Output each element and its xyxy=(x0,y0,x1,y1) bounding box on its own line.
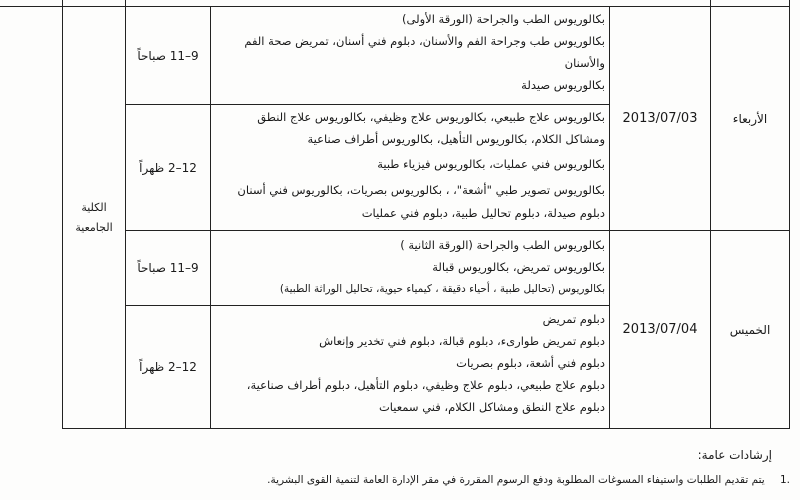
subject-line: دبلوم تمريض xyxy=(542,312,605,326)
subject-line: دبلوم تمريض طوارىء، دبلوم قبالة، دبلوم فني تخدير وإنعاش xyxy=(319,334,605,348)
subject-line: دبلوم علاج طبيعي، دبلوم علاج وظيفي، دبلوم التأهيل، دبلوم أطراف صناعية، xyxy=(246,378,605,392)
subject-line: بكالوريوس تمريض، بكالوريوس قبالة xyxy=(432,260,605,274)
subject-line: بكالوريوس فني عمليات، بكالوريوس فيزياء طبية xyxy=(377,157,605,171)
stub-line-2 xyxy=(789,0,790,6)
day-cell-wednesday xyxy=(711,7,789,230)
subjects-cell-wed-noon xyxy=(211,106,608,230)
subjects-cell-thu-morning xyxy=(211,234,608,305)
subject-line: دبلوم صيدلة، دبلوم تحاليل طبية، دبلوم فني عمليات xyxy=(361,206,605,220)
instruction-text: يتم تقديم الطلبات واستيفاء المسوغات المطلوبة ودفع الرسوم المقررة في مقر الإدارة العامة لتنمية القوى البشرية. xyxy=(267,474,765,486)
time-label: 12–2 ظهراً xyxy=(139,160,197,175)
subject-line: بكالوريوس الطب والجراحة (الورقة الثانية ) xyxy=(400,238,605,252)
instructions-heading: إرشادات عامة: xyxy=(697,448,772,462)
subject-line: بكالوريوس طب وجراحة الفم والأسنان، دبلوم فني أسنان، تمريض صحة الفم xyxy=(244,34,605,48)
col-border-right xyxy=(789,6,790,429)
subject-line: دبلوم فني أشعة، دبلوم بصريات xyxy=(456,356,605,370)
subject-line: بكالوريوس (تحاليل طبية ، أحياء دقيقة ، كيمياء حيوية، تحاليل الوراثة الطبية) xyxy=(279,283,605,295)
college-line1: الكلية xyxy=(81,200,107,214)
table-bottom-border xyxy=(62,428,790,429)
subject-line: بكالوريوس الطب والجراحة (الورقة الأولى) xyxy=(402,12,605,26)
date-cell-thursday xyxy=(610,231,710,428)
stub-line-4 xyxy=(125,0,126,6)
time-label: 9–11 صباحاً xyxy=(137,261,199,275)
stub-line-1 xyxy=(710,0,711,6)
day-cell-thursday xyxy=(711,231,789,428)
date-label: 2013/07/03 xyxy=(622,111,698,126)
time-cell-wed-noon xyxy=(126,105,210,230)
day-label: الأربعاء xyxy=(732,111,768,126)
subjects-cell-wed-morning xyxy=(211,8,608,104)
instruction-number: .1 xyxy=(779,474,790,486)
subjects-cell-thu-noon xyxy=(211,308,608,428)
subject-line: بكالوريوس تصوير طبي "أشعة"، ، بكالوريوس بصريات، بكالوريوس فني أسنان xyxy=(237,183,605,197)
time-cell-thu-noon xyxy=(126,306,210,428)
subject-line: دبلوم علاج النطق ومشاكل الكلام، فني سمعيات xyxy=(378,400,605,414)
subject-line: والأسنان xyxy=(564,56,605,70)
time-label: 9–11 صباحاً xyxy=(137,48,199,63)
date-cell-wednesday xyxy=(610,7,710,230)
date-label: 2013/07/04 xyxy=(622,322,698,337)
time-label: 12–2 ظهراً xyxy=(139,360,197,374)
college-line2: الجامعية xyxy=(75,220,113,234)
day-label: الخميس xyxy=(729,322,771,337)
instruction-item-1 xyxy=(267,474,790,486)
subject-line: ومشاكل الكلام، بكالوريوس التأهيل، بكالوريوس أطراف صناعية xyxy=(307,132,605,146)
time-cell-wed-morning xyxy=(126,7,210,104)
subject-line: بكالوريوس علاج طبيعي، بكالوريوس علاج وظيفي، بكالوريوس علاج النطق xyxy=(257,110,605,124)
college-cell xyxy=(63,7,125,428)
stub-line-3 xyxy=(62,0,63,6)
subject-line: بكالوريوس صيدلة xyxy=(521,78,605,92)
time-cell-thu-morning xyxy=(126,231,210,305)
